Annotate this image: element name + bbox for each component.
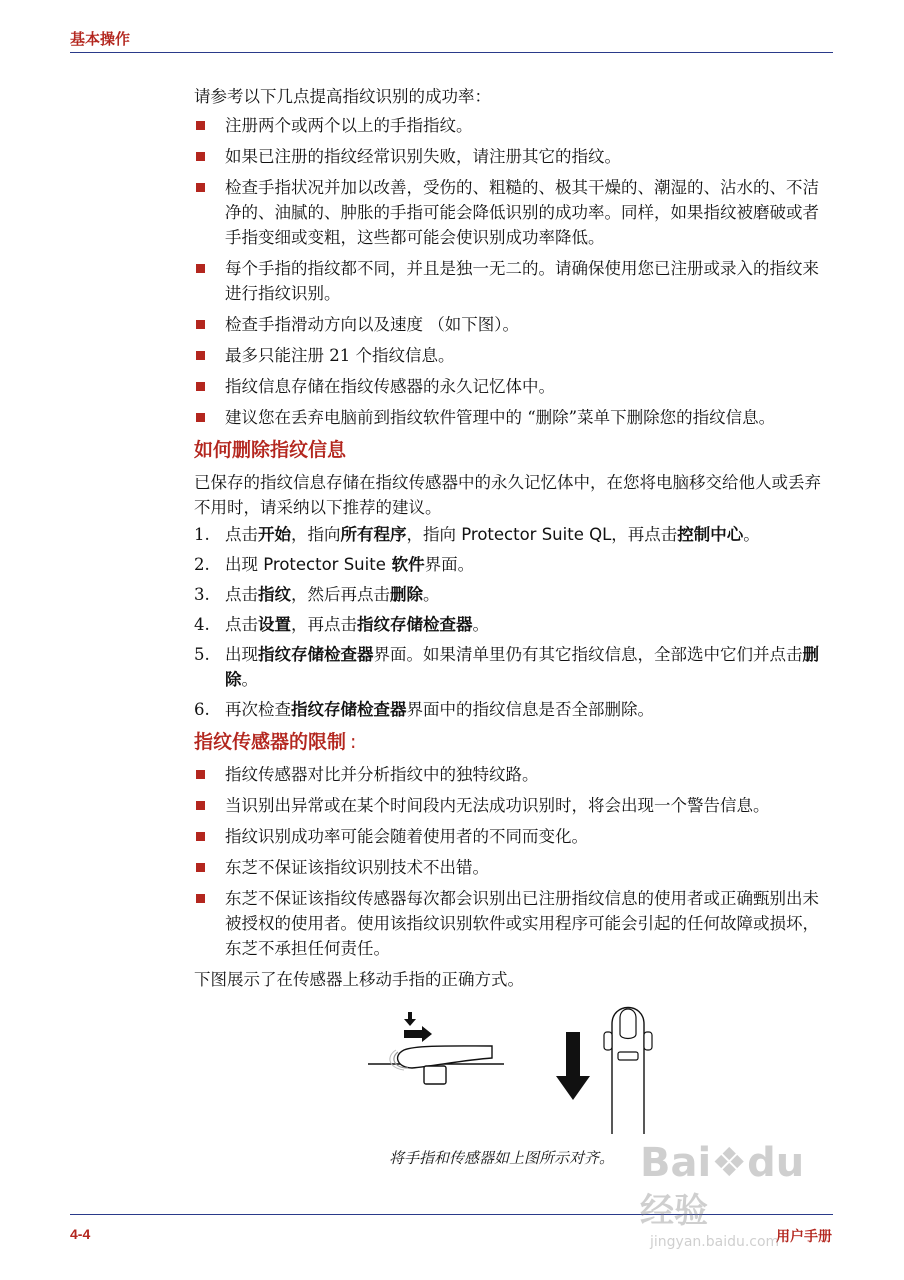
bullet-icon <box>196 413 205 422</box>
list-item: 最多只能注册 21 个指纹信息。 <box>194 343 834 368</box>
bullet-icon <box>196 351 205 360</box>
list-item: 检查手指状况并加以改善，受伤的、粗糙的、极其干燥的、潮湿的、沾水的、不洁净的、油腻的、肿胀的手指可能会降低识别的成功率。同样，如果指纹被磨破或者手指变细或变粗，这些都可能会使识别成功率降低。 <box>194 175 834 250</box>
list-item: 建议您在丢弃电脑前到指纹软件管理中的 “删除”菜单下删除您的指纹信息。 <box>194 405 834 430</box>
list-item: 每个手指的指纹都不同，并且是独一无二的。请确保使用您已注册或录入的指纹来进行指纹识别。 <box>194 256 834 306</box>
step-item: 3. 点击指纹，然后再点击删除。 <box>194 585 440 604</box>
list-item: 当识别出异常或在某个时间段内无法成功识别时，将会出现一个警告信息。 <box>194 793 834 818</box>
page-number: 4-4 <box>70 1226 91 1242</box>
list-item: 指纹信息存储在指纹传感器的永久记忆体中。 <box>194 374 834 399</box>
list-item: 东芝不保证该指纹识别技术不出错。 <box>194 855 834 880</box>
paw-icon: ❖ <box>711 1140 748 1186</box>
list-item: 指纹传感器对比并分析指纹中的独特纹路。 <box>194 762 834 787</box>
running-header: 基本操作 <box>70 31 131 48</box>
header-rule <box>70 52 833 53</box>
bullet-icon <box>196 801 205 810</box>
bullet-icon <box>196 832 205 841</box>
figure-intro: 下图展示了在传感器上移动手指的正确方式。 <box>194 970 524 989</box>
list-item: 注册两个或两个以上的手指指纹。 <box>194 113 834 138</box>
step-item: 6. 再次检查指纹存储检查器界面中的指纹信息是否全部删除。 <box>194 700 654 719</box>
list-item: 东芝不保证该指纹传感器每次都会识别出已注册指纹信息的使用者或正确甄别出未被授权的使用者。使用该指纹识别软件或实用程序可能会引起的任何故障或损坏，东芝不承担任何责任。 <box>194 886 834 961</box>
step-item: 2. 出现 Protector Suite 软件界面。 <box>194 555 475 574</box>
list-item: 检查手指滑动方向以及速度 （如下图）。 <box>194 312 834 337</box>
tips-intro: 请参考以下几点提高指纹识别的成功率： <box>194 87 491 106</box>
bullet-icon <box>196 770 205 779</box>
bullet-icon <box>196 183 205 192</box>
tips-list <box>194 113 834 430</box>
step-item: 1. 点击开始，指向所有程序，指向 Protector Suite QL，再点击控制中心。 <box>194 525 760 544</box>
finger-front-illustration <box>598 994 658 1134</box>
bullet-icon <box>196 152 205 161</box>
bullet-icon <box>196 894 205 903</box>
bullet-icon <box>196 264 205 273</box>
list-item: 指纹识别成功率可能会随着使用者的不同而变化。 <box>194 824 834 849</box>
list-item: 如果已注册的指纹经常识别失败，请注册其它的指纹。 <box>194 144 834 169</box>
section-title-limits: 指纹传感器的限制 : <box>194 731 357 753</box>
limits-list <box>194 762 834 961</box>
arrow-down-icon <box>556 1032 590 1102</box>
bullet-icon <box>196 863 205 872</box>
finger-swipe-side-illustration <box>364 1012 514 1092</box>
step-item: 4. 点击设置，再点击指纹存储检查器。 <box>194 615 489 634</box>
page-body <box>194 84 834 1175</box>
delete-intro: 已保存的指纹信息存储在指纹传感器中的永久记忆体中，在您将电脑移交给他人或丢弃不用时，请采纳以下推荐的建议。 <box>194 473 821 517</box>
bullet-icon <box>196 121 205 130</box>
delete-steps <box>194 522 834 722</box>
watermark: Bai❖du 经验 jingyan.baidu.com <box>640 1140 805 1250</box>
bullet-icon <box>196 320 205 329</box>
footer-title: 用户手册 <box>776 1228 832 1244</box>
section-title-delete: 如何删除指纹信息 <box>194 439 347 461</box>
bullet-icon <box>196 382 205 391</box>
figure-caption: 将手指和传感器如上图所示对齐。 <box>389 1149 615 1167</box>
step-item: 5. 出现指纹存储检查器界面。如果清单里仍有其它指纹信息，全部选中它们并点击删除。 <box>194 645 819 689</box>
